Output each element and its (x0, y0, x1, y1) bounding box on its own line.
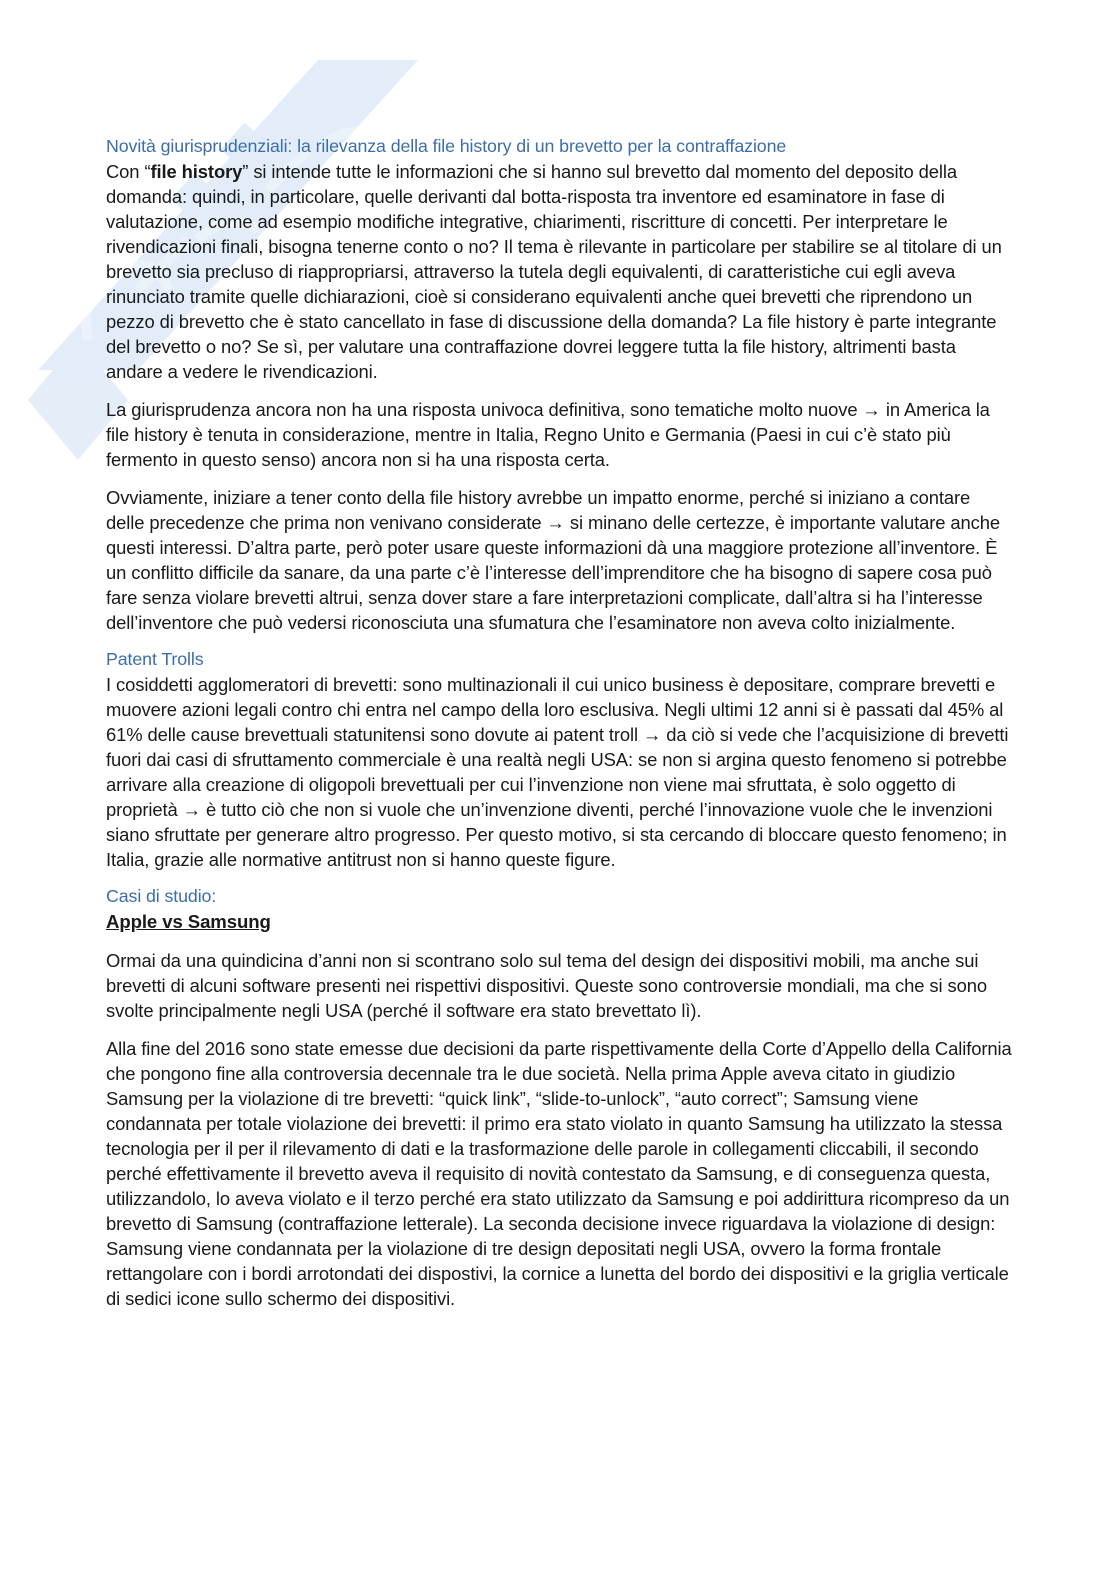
paragraph-apple-samsung-decisions: Alla fine del 2016 sono state emesse due decisioni da parte rispettivamente della Corte d’Appello della California che pongono fine alla controversia decennale tra le due società. Nella prima Apple aveva citato in giudizio Samsung per la violazione di tre brevetti: “quick link”, “slide-to-unlock”, “auto correct”; Samsung viene condannata per totale violazione dei brevetti: il primo era stato violato in quanto Samsung ha utilizzato la stessa tecnologia per il per il rilevamento di dati e la trasformazione delle parole in collegamenti cliccabili, il secondo perché effettivamente il brevetto aveva il requisito di novità contestato da Samsung, e di conseguenza questa, utilizzandolo, lo aveva violato e il terzo perché era stato utilizzato da Samsung e poi addirittura ricompreso da un brevetto di Samsung (contraffazione letterale). La seconda decisione invece riguardava la violazione di design: Samsung viene condannata per la violazione di tre design depositati negli USA, ovvero la forma frontale rettangolare con i bordi arrotondati dei dispostivi, la cornice a lunetta del bordo dei dispositivi e la griglia verticale di sedici icone sullo schermo dei dispositivi. (106, 1038, 1012, 1309)
text-fragment: Con “ (106, 161, 151, 182)
subheading-apple-vs-samsung: Apple vs Samsung (106, 911, 271, 932)
text-fragment: ” si intende tutte le informazioni che si hanno sul brevetto dal momento del deposito della domanda: quindi, in particolare, quelle derivanti dal botta-risposta tra inventore ed esaminatore in fase di valutazione, come ad esempio modifiche integrative, chiarimenti, riscritture di concetti. Per interpretare le rivendicazioni finali, bisogna tenerne conto o no? Il tema è rilevante in particolare per stabilire se al titolare di un brevetto sia precluso di riappropriarsi, attraverso la tutela degli equivalenti, di caratteristiche cui egli aveva rinunciato tramite quelle dichiarazioni, cioè si considerano equivalenti anche quei brevetti che riprendono un pezzo di brevetto che è stato cancellato in fase di discussione della domanda? La file history è parte integrante del brevetto o no? Se sì, per valutare una contraffazione dovrei leggere tutta la file history, altrimenti basta andare a vedere le rivendicazioni. (106, 161, 1002, 382)
paragraph-impatto: Ovviamente, iniziare a tener conto della file history avrebbe un impatto enorme, perché si iniziano a contare delle precedenze che prima non venivano considerate → si minano delle certezze, è importante valutare anche questi interessi. D’altra parte, però poter usare queste informazioni dà una maggiore protezione all’inventore. È un conflitto difficile da sanare, da una parte c’è l’interesse dell’imprenditore che ha bisogno di sapere cosa può fare senza violare brevetti altrui, senza dover stare a fare interpretazioni complicate, dall’altra si ha l’interesse dell’inventore che può vedersi riconosciuta una sfumatura che l’esaminatore non aveva colto inizialmente. (106, 487, 1001, 633)
paragraph-patent-trolls: I cosiddetti agglomeratori di brevetti: sono multinazionali il cui unico business è depositare, comprare brevetti e muovere azioni legali contro chi entra nel campo della loro esclusiva. Negli ultimi 12 anni si è passati dal 45% al 61% delle cause brevettuali statunitensi sono dovute ai patent troll → da ciò si vede che l’acquisizione di brevetti fuori dai casi di sfruttamento commerciale è una realtà negli USA: se non si argina questo fenomeno si potrebbe arrivare alla creazione di oligopoli brevettuali per cui l’invenzione non viene mai sfruttata, è solo oggetto di proprietà → è tutto ciò che non si vuole che un’invenzione diventi, perché l’innovazione vuole che le invenzioni siano sfruttate per generare altro progresso. Per questo motivo, si sta cercando di bloccare questo fenomeno; in Italia, grazie alle normative antitrust non si hanno queste figure. (106, 674, 1009, 870)
section-heading-file-history: Novità giurisprudenziali: la rilevanza della file history di un brevetto per la contraffazione (106, 136, 787, 156)
paragraph-file-history-definition (106, 159, 1012, 384)
bold-term-file-history: file history (150, 161, 243, 182)
document-content (106, 134, 1012, 1324)
section-heading-patent-trolls: Patent Trolls (106, 649, 204, 669)
section-heading-casi-di-studio: Casi di studio: (106, 886, 217, 906)
paragraph-giurisprudenza: La giurisprudenza ancora non ha una risposta univoca definitiva, sono tematiche molto nuove → in America la file history è tenuta in considerazione, mentre in Italia, Regno Unito e Germania (Paesi in cui c’è stato più fermento in questo senso) ancora non si ha una risposta certa. (106, 399, 990, 470)
paragraph-apple-samsung-intro: Ormai da una quindicina d’anni non si scontrano solo sul tema del design dei dispositivi mobili, ma anche sui brevetti di alcuni software presenti nei rispettivi dispositivi. Queste sono controversie mondiali, ma che si sono svolte principalmente negli USA (perché il software era stato brevettato lì). (106, 950, 987, 1021)
